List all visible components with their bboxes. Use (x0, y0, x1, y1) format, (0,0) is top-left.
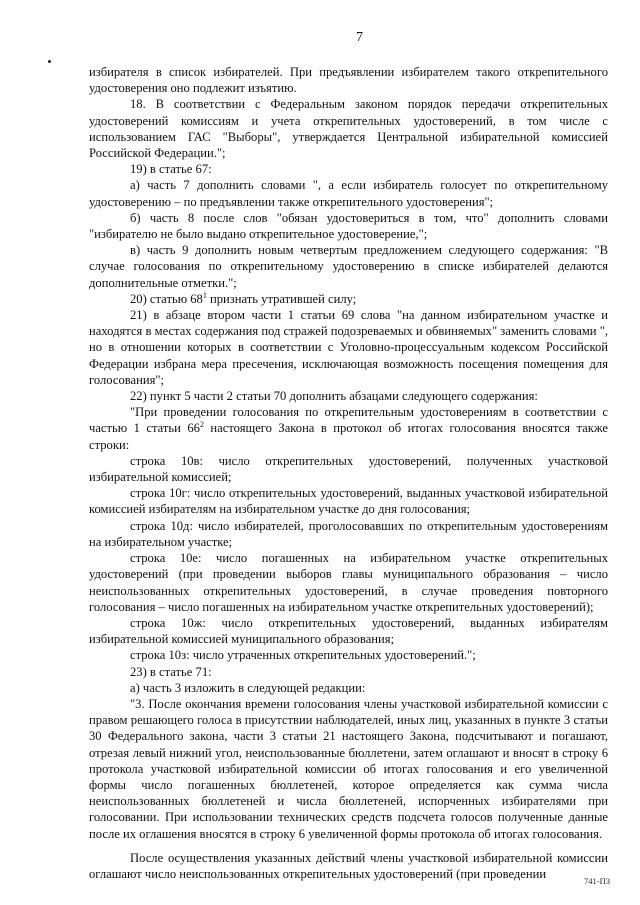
paragraph: 18. В соответствии с Федеральным законом порядок передачи открепительных удостоверений комиссиям и учета открепительных удостоверений, в том числе с использованием ГАС "Выборы", утверждается Центральной избирательной комиссией Российской Федерации."; (89, 97, 608, 161)
paragraph (89, 291, 608, 307)
paragraph: в) часть 9 дополнить новым четвертым предложением следующего содержания: "В случае голосования по открепительному удостоверению в списке избирателей делаются дополнительные отметки."; (89, 243, 608, 290)
paragraph: строка 10в: число открепительных удостоверений, полученных участковой избирательной комиссией; (89, 453, 608, 485)
paragraph-text: признать утратившей силу; (206, 291, 357, 306)
page-number: 7 (356, 30, 363, 45)
paragraph: После осуществления указанных действий члены участковой избирательной комиссии оглашают число неиспользованных открепительных удостоверений (при проведении (89, 850, 608, 881)
paragraph: 21) в абзаце втором части 1 статьи 69 слова "на данном избирательном участке и находятся в местах содержания под стражей подозреваемых и обвиняемых" заменить словами ", но в отношении которых в соответствии с Уголовно-процессуальным кодексом Российской Федерации избрана мера пресечения, исключающая возможность посещения помещения для голосования"; (89, 308, 608, 387)
paragraph: а) часть 3 изложить в следующей редакции: (130, 680, 366, 695)
superscript: 2 (199, 420, 204, 430)
paragraph: избирателя в список избирателей. При предъявлении избирателем такого открепительного удостоверения оно подлежит изъятию. (89, 65, 608, 96)
paragraph (89, 404, 608, 453)
paragraph: б) часть 8 после слов "обязан удостовериться в том, что" дополнить словами "избирателю не было выдано открепительное удостоверение,"; (89, 210, 608, 242)
paragraph: 23) в статье 71: (130, 664, 212, 679)
paragraph: 22) пункт 5 части 2 статьи 70 дополнить абзацами следующего содержания: (130, 389, 538, 404)
paragraph: 19) в статье 67: (130, 162, 212, 177)
paragraph: строка 10ж: число открепительных удостоверений, выданных избирателям избирательной комиссией муниципального образования; (89, 615, 608, 647)
paragraph-text: настоящего Закона в протокол об итогах голосования вносятся также строки: (89, 421, 608, 452)
paragraph: а) часть 7 дополнить словами ", а если избиратель голосует по открепительному удостоверению – по предъявлении также открепительного удостоверения"; (89, 178, 608, 209)
document-code: 741-П3 (584, 876, 610, 886)
paragraph: строка 10е: число погашенных на избирательном участке открепительных удостоверений (при проведении выборов главы муниципального образования – число неиспользованных открепительных удостоверений, в случае проведения повторного голосования – число погашенных на избирательном участке открепительных удостоверений); (89, 551, 608, 614)
paragraph: строка 10д: число избирателей, проголосовавших по открепительным удостоверениям на избирательном участке; (89, 518, 608, 549)
superscript: 1 (202, 290, 207, 300)
paragraph: строка 10г: число открепительных удостоверений, выданных участковой избирательной комиссией избирателям на избирательном участке до дня голосования; (89, 486, 608, 517)
paragraph-text: 20) статью 68 (130, 291, 203, 306)
paragraph-text: "При проведении голосования по открепительным удостоверениям в соответствии с частью 1 статьи 66 (89, 405, 608, 436)
paragraph: строка 10з: число утраченных открепительных удостоверений."; (130, 648, 476, 663)
document-body (89, 64, 608, 882)
scan-speck (48, 60, 51, 63)
paragraph: "3. После окончания времени голосования члены участковой избирательной комиссии с правом решающего голоса в присутствии наблюдателей, иных лиц, указанных в пункте 3 статьи 30 Федерального закона, части 3 статьи 21 настоящего Закона, подсчитывают и погашают, отрезая левый нижний угол, неиспользованные бюллетени, затем оглашают и вносят в строку 6 протокола участковой избирательной комиссии об итогах голосования и его увеличенной формы число погашенных бюллетеней, которое определяется как сумма числа неиспользованных бюллетеней и числа бюллетеней, испорченных избирателями при голосовании. При использовании технических средств подсчета голосов полученные данные после их оглашения вносятся в строку 6 увеличенной формы протокола об итогах голосования. (89, 696, 608, 841)
